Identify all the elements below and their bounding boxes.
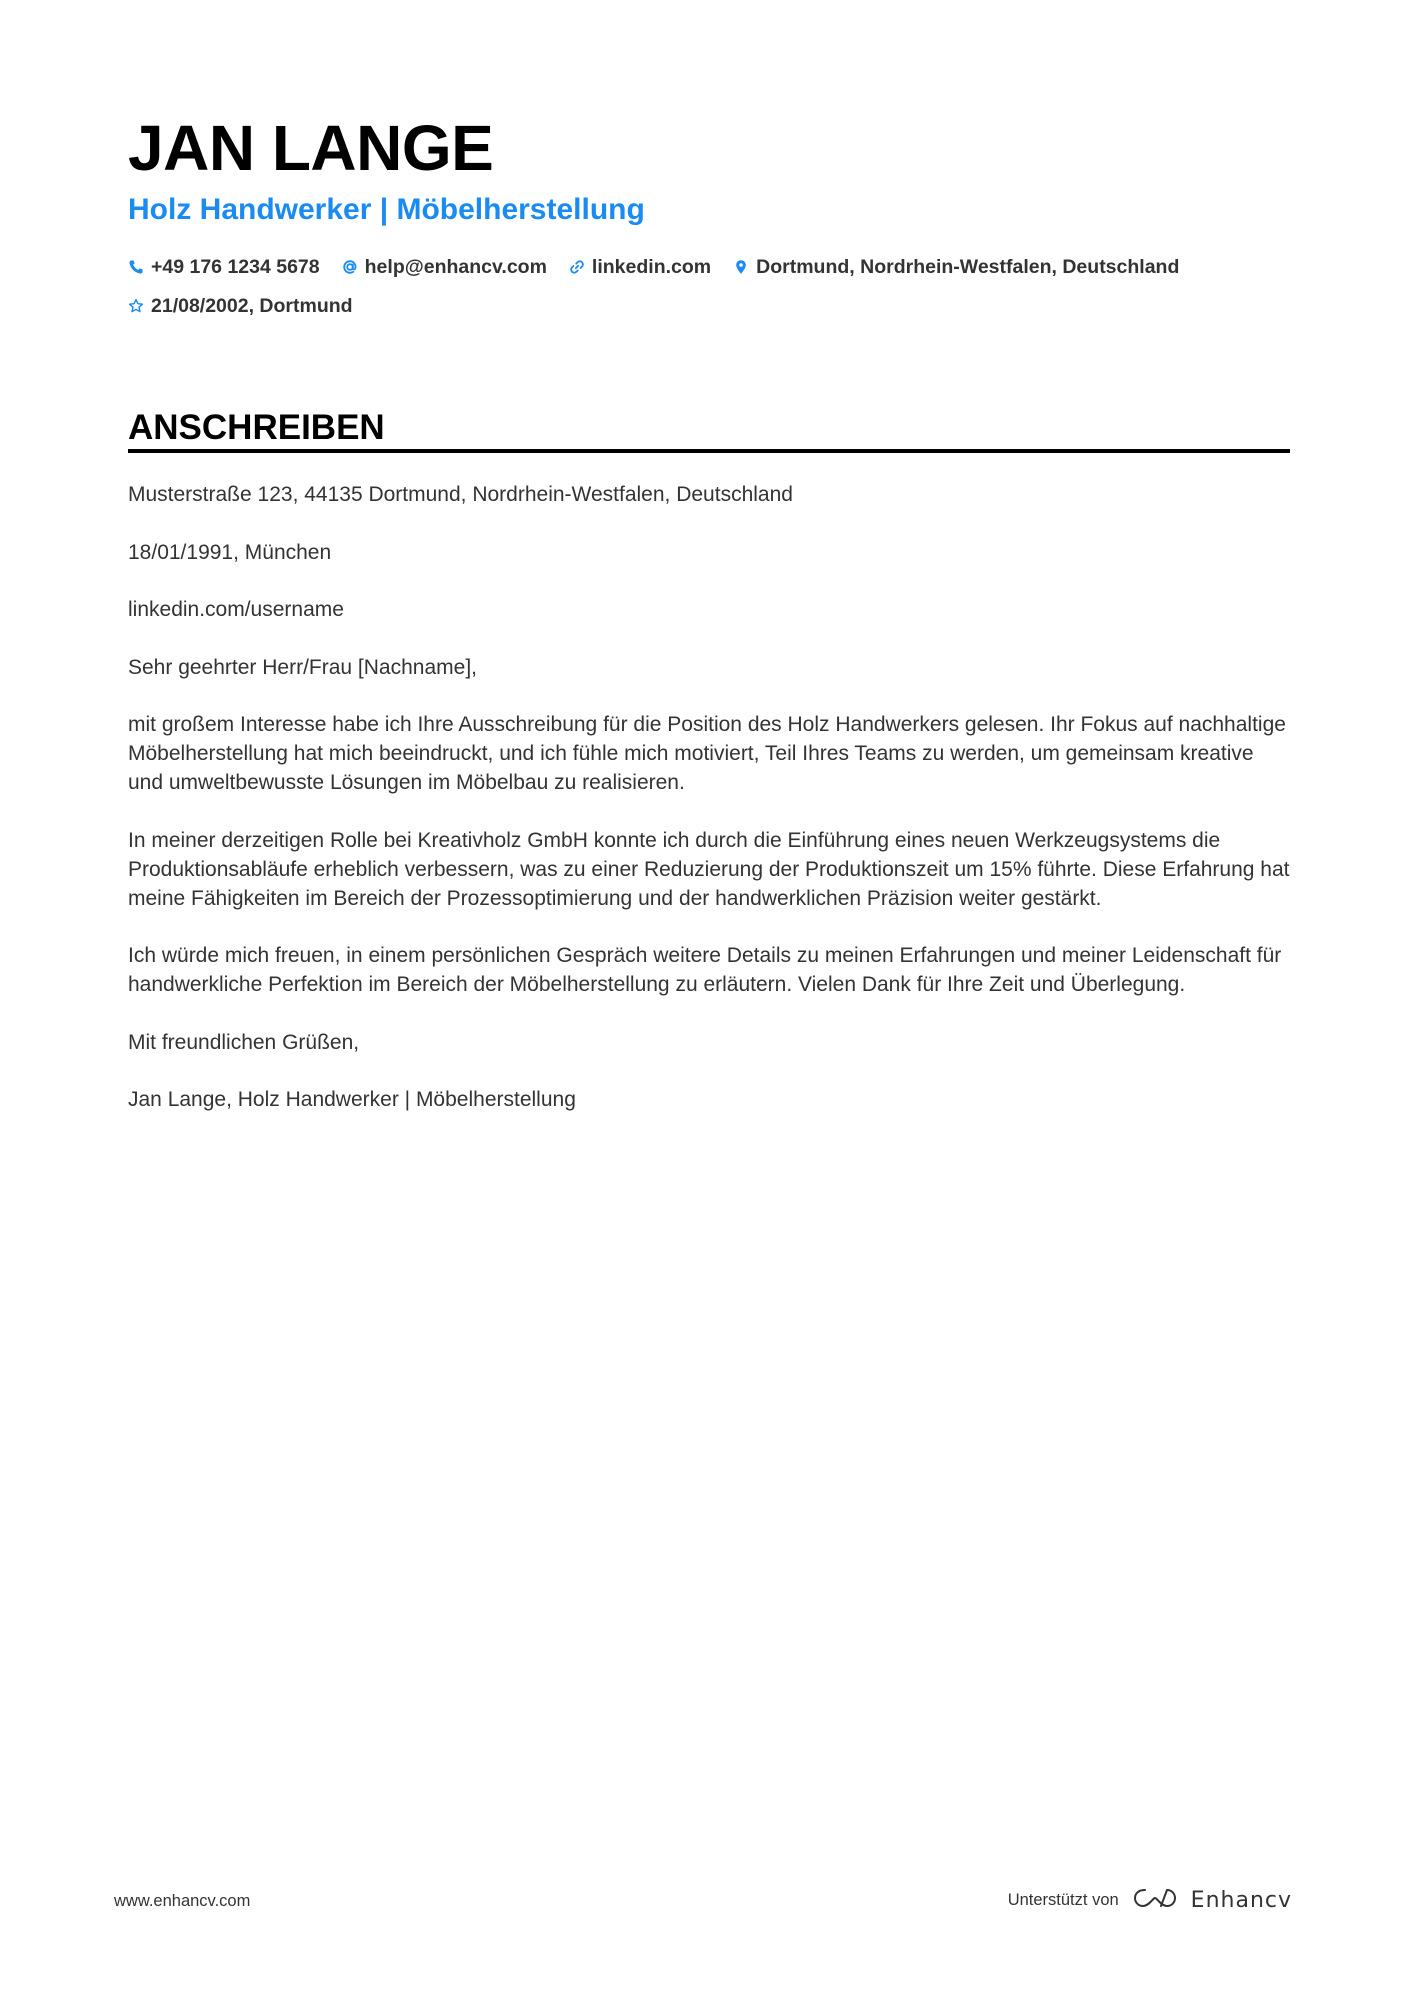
phone-icon — [128, 259, 144, 275]
contact-linkedin[interactable] — [569, 256, 711, 279]
powered-by-label: Unterstützt von — [1007, 1891, 1119, 1909]
section-title: ANSCHREIBEN — [128, 408, 385, 447]
location-pin-icon — [733, 259, 749, 275]
contact-row-1 — [128, 252, 1290, 282]
signature-line: Jan Lange, Holz Handwerker | Möbelherstellung — [128, 1088, 576, 1111]
star-icon — [128, 298, 144, 314]
contact-email[interactable] — [342, 256, 547, 279]
footer-website[interactable]: www.enhancv.com — [114, 1892, 251, 1910]
applicant-title: Holz Handwerker | Möbelherstellung — [128, 193, 645, 226]
contact-row-2 — [128, 291, 1290, 321]
contact-linkedin-text: linkedin.com — [591, 255, 712, 278]
paragraph-intro: mit großem Interesse habe ich Ihre Ausschreibung für die Position des Holz Handwerkers gelesen. Ihr Fokus auf nachhaltige Möbelherstellung hat mich beeindruckt, und ich fühle mich motiviert, Teil Ihres Teams zu werden, um gemeinsam kreative und umweltbewusste Lösungen im Möbelbau zu realisieren. — [128, 713, 1286, 794]
linkedin-url: linkedin.com/username — [128, 598, 344, 621]
enhancv-logo-icon — [1131, 1884, 1191, 1917]
contact-phone — [128, 256, 320, 279]
paragraph-experience: In meiner derzeitigen Rolle bei Kreativholz GmbH konnte ich durch die Einführung eines neuen Werkzeugsystems die Produktionsabläufe erheblich verbessern, was zu einer Reduzierung der Produktionszeit um 15% führte. Diese Erfahrung hat meine Fähigkeiten im Bereich der Prozessoptimierung und der handwerklichen Präzision weiter gestärkt. — [128, 828, 1290, 910]
applicant-name: JAN LANGE — [128, 112, 494, 184]
valediction: Mit freundlichen Grüßen, — [128, 1030, 360, 1054]
letter-body — [128, 480, 1290, 1143]
salutation: Sehr geehrter Herr/Frau [Nachname], — [128, 655, 477, 679]
sender-address: Musterstraße 123, 44135 Dortmund, Nordrhein-Westfalen, Deutschland — [128, 483, 793, 506]
section-divider — [128, 449, 1290, 453]
paragraph-closing: Ich würde mich freuen, in einem persönlichen Gespräch weitere Details zu meinen Erfahrungen und meiner Leidenschaft für handwerkliche Perfektion im Bereich der Möbelherstellung zu erläutern. Vielen Dank für Ihre Zeit und Überlegung. — [128, 944, 1282, 996]
contact-birth-text: 21/08/2002, Dortmund — [151, 294, 353, 317]
contact-location-text: Dortmund, Nordrhein-Westfalen, Deutschland — [756, 255, 1180, 278]
letter-date: 18/01/1991, München — [128, 540, 332, 564]
contact-location — [733, 256, 1179, 279]
link-icon — [569, 259, 585, 275]
contact-info — [128, 252, 1290, 330]
contact-phone-text: +49 176 1234 5678 — [151, 255, 320, 278]
brand-name: Enhancv — [1190, 1888, 1292, 1913]
contact-birth — [128, 295, 353, 318]
footer-branding — [1008, 1884, 1292, 1917]
contact-email-text: help@enhancv.com — [364, 255, 547, 278]
at-icon — [342, 259, 358, 275]
